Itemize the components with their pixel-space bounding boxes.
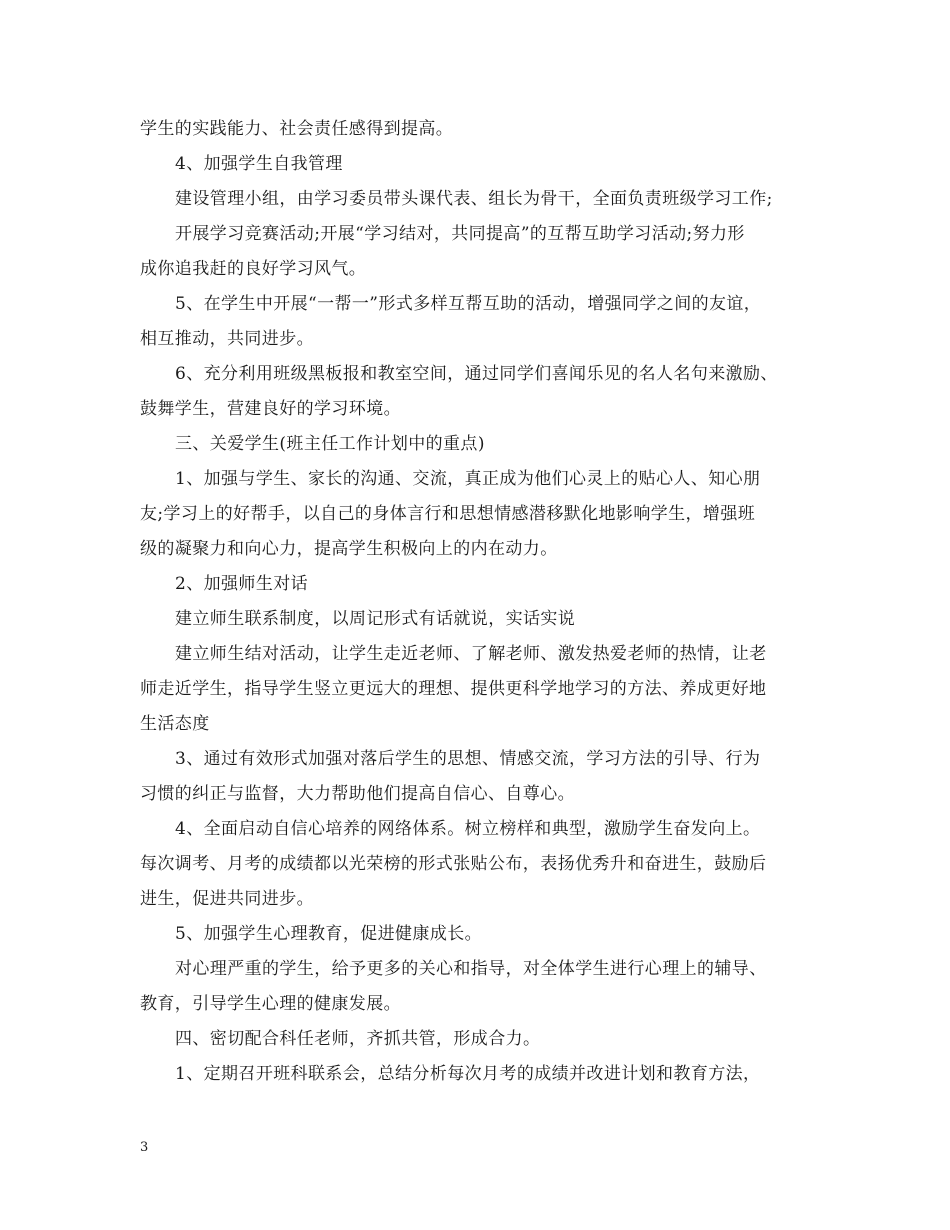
paragraph-start-line: 1、加强与学生、家长的沟通、交流，真正成为他们心灵上的贴心人、知心朋 (175, 469, 761, 489)
body-line: 生活态度 (140, 714, 210, 734)
body-line: 习惯的纠正与监督，大力帮助他们提高自信心、自尊心。 (140, 784, 575, 804)
section-heading: 4、加强学生自我管理 (175, 154, 343, 174)
body-line: 友;学习上的好帮手，以自己的身体言行和思想情感潜移默化地影响学生，增强班 (140, 504, 756, 524)
body-line: 相互推动，共同进步。 (140, 329, 314, 349)
paragraph-start-line: 1、定期召开班科联系会，总结分析每次月考的成绩并改进计划和教育方法， (175, 1064, 761, 1084)
page-number: 3 (140, 1140, 149, 1155)
paragraph-start-line: 3、通过有效形式加强对落后学生的思想、情感交流，学习方法的引导、行为 (175, 749, 761, 769)
body-line: 学生的实践能力、社会责任感得到提高。 (140, 119, 454, 139)
section-heading: 2、加强师生对话 (175, 574, 309, 594)
section-heading: 三、关爱学生(班主任工作计划中的重点) (175, 434, 485, 454)
paragraph-start-line: 4、全面启动自信心培养的网络体系。树立榜样和典型，激励学生奋发向上。 (175, 819, 761, 839)
paragraph-start-line: 建立师生结对活动，让学生走近老师、了解老师、激发热爱老师的热情，让老 (175, 644, 767, 664)
paragraph-start-line: 5、在学生中开展“一帮一”形式多样互帮互助的活动，增强同学之间的友谊， (175, 294, 762, 314)
paragraph-start-line: 建立师生联系制度，以周记形式有话就说，实话实说 (175, 609, 576, 629)
body-line: 师走近学生，指导学生竖立更远大的理想、提供更科学地学习的方法、养成更好地 (140, 679, 767, 699)
paragraph-start-line: 开展学习竞赛活动;开展“学习结对，共同提高”的互帮互助学习活动;努力形 (175, 224, 745, 244)
paragraph-start-line: 建设管理小组，由学习委员带头课代表、组长为骨干，全面负责班级学习工作; (175, 189, 773, 209)
paragraph-start-line: 对心理严重的学生，给予更多的关心和指导，对全体学生进行心理上的辅导、 (175, 959, 767, 979)
body-line: 鼓舞学生，营建良好的学习环境。 (140, 399, 401, 419)
body-line: 教育，引导学生心理的健康发展。 (140, 994, 401, 1014)
section-heading: 四、密切配合科任老师，齐抓共管，形成合力。 (175, 1029, 541, 1049)
section-heading: 5、加强学生心理教育，促进健康成长。 (175, 924, 483, 944)
body-line: 每次调考、月考的成绩都以光荣榜的形式张贴公布，表扬优秀升和奋进生，鼓励后 (140, 854, 767, 874)
body-line: 级的凝聚力和向心力，提高学生积极向上的内在动力。 (140, 539, 558, 559)
body-line: 进生，促进共同进步。 (140, 889, 314, 909)
body-line: 成你追我赶的良好学习风气。 (140, 259, 367, 279)
paragraph-start-line: 6、充分利用班级黑板报和教室空间，通过同学们喜闻乐见的名人名句来激励、 (175, 364, 778, 384)
